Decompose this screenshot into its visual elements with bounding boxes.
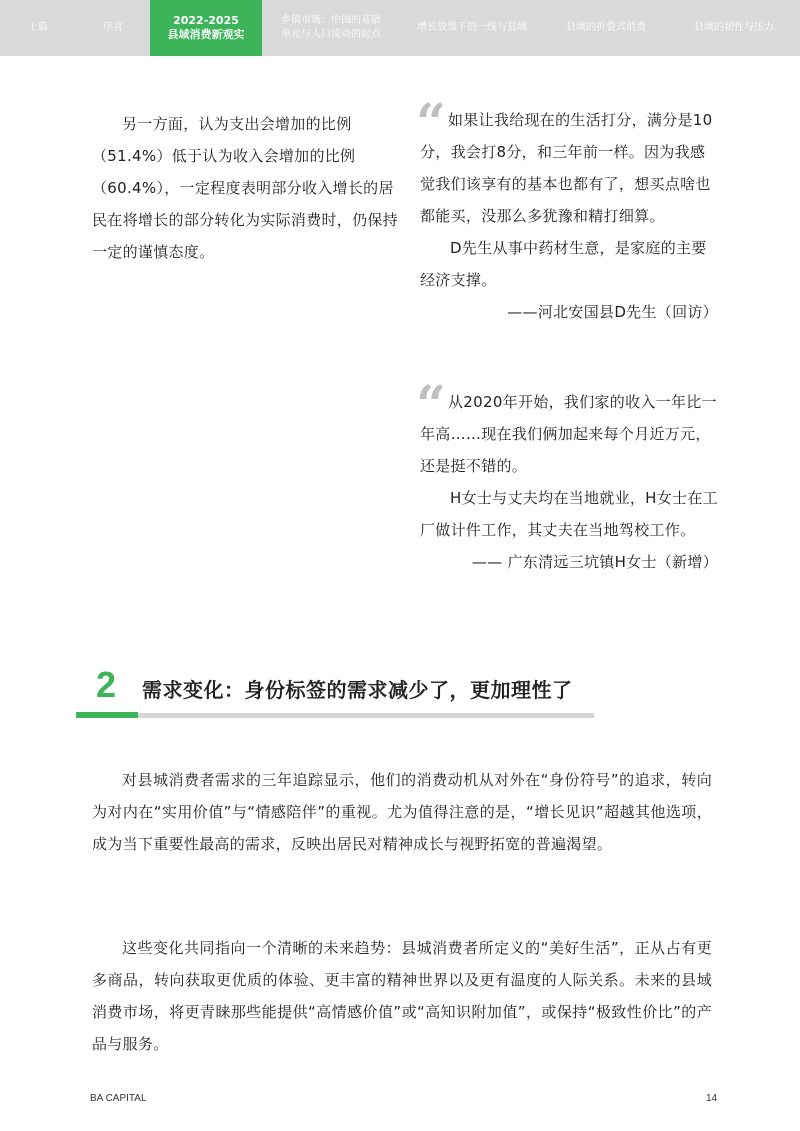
nav-tab-label: 上篇 xyxy=(28,22,48,33)
section-heading xyxy=(76,662,596,722)
nav-tab-label: 增长放缓下的一线与县域 xyxy=(417,22,527,33)
nav-tab-label-line2: 县域消费新观实 xyxy=(167,28,245,41)
quote-note: D先生从事中药材生意，是家庭的主要经济支撑。 xyxy=(420,239,707,289)
left-column xyxy=(92,108,398,268)
section-underline-accent xyxy=(76,712,138,718)
page-number: 14 xyxy=(706,1093,718,1104)
nav-tab-label: 县域的韧性与压力 xyxy=(694,22,774,33)
quote-text: 如果让我给现在的生活打分，满分是10分，我会打8分，和三年前一样。因为我感觉我们该享有的基本也都有了，想买点啥也都能买，没那么多犹豫和精打细算。 xyxy=(420,111,713,225)
nav-tab-town-market[interactable] xyxy=(262,0,400,56)
nav-tab-folded-consumption[interactable] xyxy=(544,0,668,56)
nav-tab-part-one[interactable] xyxy=(0,0,76,56)
section-number: 2 xyxy=(96,664,117,705)
left-paragraph: 另一方面，认为支出会增加的比例（51.4%）低于认为收入会增加的比例（60.4%），一定程度表明部分收入增长的居民在将增长的部分转化为实际消费时，仍保持一定的谨慎态度。 xyxy=(92,115,399,261)
footer-brand: BA CAPITAL xyxy=(90,1093,147,1104)
quote-block-1 xyxy=(416,93,718,328)
section-underline xyxy=(138,713,594,718)
nav-tab-preface[interactable] xyxy=(76,0,150,56)
body-paragraph-2: 这些变化共同指向一个清晰的未来趋势：县城消费者所定义的“美好生活”，正从占有更多商品，转向获取更优质的体验、更丰富的精神世界以及更有温度的人际关系。未来的县域消费市场，将更青睐那些能提供“高情感价值”或“高知识附加值”，或保持“极致性价比”的产品与服务。 xyxy=(92,939,712,1053)
section-title: 需求变化：身份标签的需求减少了，更加理性了 xyxy=(142,678,573,702)
quote-text: 从2020年开始，我们家的收入一年比一年高……现在我们俩加起来每个月近万元，还是挺不错的。 xyxy=(420,393,717,475)
nav-tab-label-line2: 单元与人口流动的起点 xyxy=(281,29,381,40)
nav-tab-label-line1: 2022-2025 xyxy=(173,14,239,27)
quote-mark-icon: “ xyxy=(416,375,447,436)
nav-tab-resilience[interactable] xyxy=(668,0,800,56)
quote-signature: —— 广东清远三坑镇H女士（新增） xyxy=(471,553,718,571)
quote-mark-icon: “ xyxy=(416,93,447,154)
nav-tab-label: 序言 xyxy=(103,22,123,33)
body-paragraph-1: 对县城消费者需求的三年追踪显示，他们的消费动机从对外在“身份符号”的追求，转向为对内在“实用价值”与“情感陪伴”的重视。尤为值得注意的是，“增长见识”超越其他选项，成为当下重要性最高的需求，反映出居民对精神成长与视野拓宽的普遍渴望。 xyxy=(92,771,712,853)
top-nav xyxy=(0,0,800,56)
quote-block-2 xyxy=(416,375,718,578)
quote-note: H女士与丈夫均在当地就业，H女士在工厂做计件工作，其丈夫在当地驾校工作。 xyxy=(420,489,718,539)
nav-tab-label-line1: 乡镇市场：中国的基础 xyxy=(281,15,381,26)
nav-tab-county-consumption[interactable] xyxy=(150,0,262,56)
quote-signature: ——河北安国县D先生（回访） xyxy=(507,303,718,321)
nav-tab-label: 县域的折叠式消费 xyxy=(566,22,646,33)
nav-tab-growth-slowdown[interactable] xyxy=(400,0,544,56)
